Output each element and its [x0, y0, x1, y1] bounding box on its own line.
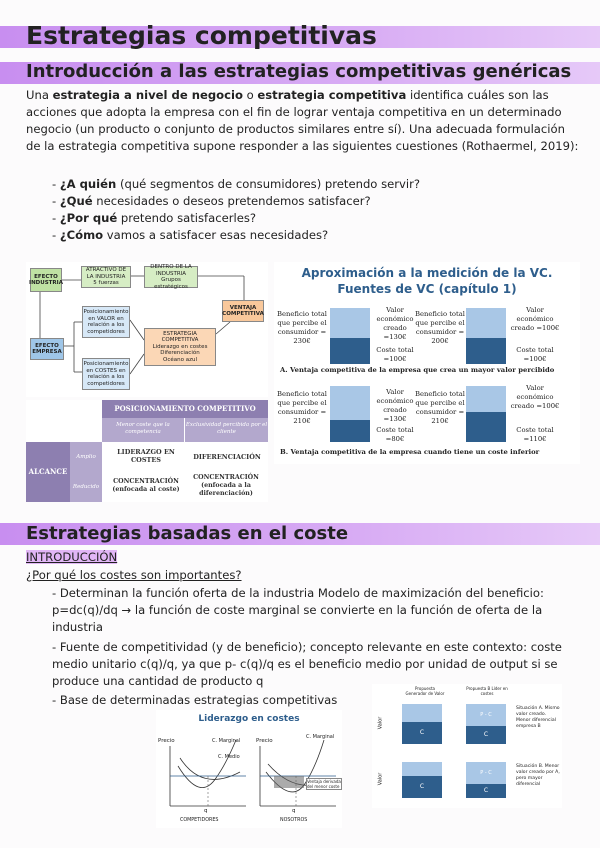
vc-a-mid: Beneficio total que percibe el consumidor = 200€ [415, 310, 465, 345]
para-text: identifica cuáles son las acciones que adopta la empresa con el fin de lograr ventaja competitiva en un determinado negocio (un producto o conjunto de productos similares entre sí). Una adecuada formulación de la estrategia competitiva supone responder a las siguientes cuestiones (Rothaermel, 2019): [26, 88, 579, 153]
dentro-industria-box: DENTRO DE LA INDUSTRIA Grupos estratégicos [144, 266, 198, 288]
prop-b-label: Propuesta B Líder en costes [466, 686, 508, 696]
matrix-amplio: Amplio [70, 442, 102, 472]
cmarginal-label-2: C. Marginal [306, 734, 335, 740]
sit-b-text: Situación B. Menor valor creado por A, pero mayor diferencial [516, 764, 560, 787]
bar-b1-cost [330, 420, 370, 442]
vc-a-coste2: Coste total =100€ [516, 346, 554, 363]
para-text: Una [26, 88, 53, 102]
bar-a1-value [330, 308, 370, 338]
matrix-reducido: Reducido [70, 472, 102, 502]
efecto-industria-box: EFECTO INDUSTRIA [30, 268, 62, 292]
prop-a-label: Propuesta Generador de Valor [405, 686, 445, 696]
situations-figure [372, 684, 562, 808]
vc-a-valor2: Valor económico creado =100€ [510, 306, 560, 332]
matrix-diferenciacion: DIFERENCIACIÓN [193, 453, 261, 461]
ventaja-note: Ventaja derivada del menor coste [307, 779, 341, 789]
sit-a-bar2-value: P - C [466, 704, 506, 726]
vc-a-left: Beneficio total que percibe el consumidor = 230€ [277, 310, 327, 345]
nosotros-label: NOSOTROS [280, 818, 308, 823]
sit-a-bar1-cost: C [402, 722, 442, 744]
competidores-label: COMPETIDORES [180, 818, 219, 823]
sit-b-bar1-value [402, 762, 442, 776]
vc-measurement-figure [274, 262, 580, 464]
bullet-3: - Base de determinadas estrategias competitivas [52, 693, 338, 707]
costs-question: ¿Por qué los costes son importantes? [26, 568, 242, 582]
matrix-alcance: ALCANCE [26, 442, 70, 502]
vc-b-valor2: Valor económico creado =100€ [510, 384, 560, 410]
vc-b-coste2: Coste total =110€ [516, 426, 554, 443]
vc-title-1: Aproximación a la medición de la VC. [301, 266, 553, 280]
question-text: necesidades o deseos pretendemos satisfacer? [92, 194, 371, 208]
bar-b1-value [330, 386, 370, 420]
sit-a-valor: Valor [377, 716, 384, 730]
para-bold: estrategia a nivel de negocio [52, 88, 243, 102]
ventaja-competitiva-box: VENTAJA COMPETITIVA [222, 300, 264, 322]
question-bold: ¿Qué [59, 194, 93, 208]
para-text: o [242, 88, 258, 102]
question-4: - ¿Cómo vamos a satisfacer esas necesidades? [52, 228, 329, 242]
bullet-1: - Determinan la función oferta de la industria Modelo de maximización del beneficio: p=dc(q)/dq → la función de coste marginal se convierte en la función de oferta de la industria [52, 586, 544, 634]
section2-heading: Estrategias basadas en el coste [26, 523, 349, 544]
vc-a-valor1: Valor económico creado =130€ [376, 306, 414, 341]
precio-label-1: Precio [158, 738, 175, 744]
cost-fig-title: Liderazgo en costes [198, 714, 300, 724]
matrix-concentracion-dif: CONCENTRACIÓN (enfocada a la diferenciación) [193, 474, 259, 497]
question-text: pretendo satisfacerles? [117, 211, 257, 225]
bar-a2-value [466, 308, 506, 338]
bar-b2-value [466, 386, 506, 412]
question-2: - ¿Qué necesidades o deseos pretendemos satisfacer? [52, 194, 371, 208]
vc-b-caption: B. Ventaja competitiva de la empresa cuando tiene un coste inferior [280, 448, 540, 456]
competitive-strategy-diagram [26, 262, 268, 397]
bar-b2-cost [466, 412, 506, 442]
section1-heading: Introducción a las estrategias competitivas genéricas [26, 61, 572, 82]
estrategia-competitiva-box: ESTRATEGIA COMPETITIVA Liderazgo en costes Diferenciación Océano azul [144, 328, 216, 366]
cost-curves [156, 710, 342, 828]
cost-leadership-figure [156, 710, 342, 828]
question-text: (qué segmentos de consumidores) pretendo servir? [116, 177, 421, 191]
posicionamiento-costes-box: Posicionamiento en COSTES en relación a los competidores [82, 358, 130, 390]
matrix-col1: Menor coste que la competencia [102, 418, 184, 442]
bar-a2-cost [466, 338, 506, 364]
atractivo-box: ATRACTIVO DE LA INDUSTRIA 5 fuerzas [81, 266, 131, 288]
matrix-header: POSICIONAMIENTO COMPETITIVO [102, 400, 268, 418]
efecto-empresa-box: EFECTO EMPRESA [30, 338, 64, 360]
sit-b-bar2-cost: C [466, 784, 506, 798]
positioning-matrix [26, 400, 268, 502]
q1-label-2: q [292, 808, 296, 814]
question-bold: ¿Cómo [59, 228, 104, 242]
vc-b-mid: Beneficio total que percibe el consumidor = 210€ [415, 390, 465, 425]
precio-label-2: Precio [256, 738, 273, 744]
posicionamiento-valor-box: Posicionamiento en VALOR en relación a los competidores [82, 306, 130, 338]
vc-b-left: Beneficio total que percibe el consumidor = 210€ [277, 390, 327, 425]
sit-b-bar2-value: P - C [466, 762, 506, 784]
q1-label-1: q [204, 808, 208, 814]
advantage-area [274, 776, 304, 788]
intro-label [26, 549, 117, 566]
vc-a-coste1: Coste total =100€ [376, 346, 414, 363]
sit-a-bar2-cost: C [466, 726, 506, 744]
page-title: Estrategias competitivas [26, 21, 377, 50]
vc-a-caption: A. Ventaja competitiva de la empresa que crea un mayor valor percibido [280, 366, 555, 374]
matrix-col2: Exclusividad percibida por el cliente [185, 418, 268, 442]
vc-b-coste1: Coste total =80€ [376, 426, 414, 443]
intro-text: INTRODUCCIÓN [26, 550, 118, 564]
vc-title-2: Fuentes de VC (capítulo 1) [337, 282, 517, 296]
para-bold: estrategia competitiva [257, 88, 407, 102]
sit-b-bar1-cost: C [402, 776, 442, 798]
sit-a-bar1-value [402, 704, 442, 722]
question-1: - ¿A quién (qué segmentos de consumidores) pretendo servir? [52, 177, 421, 191]
question-text: vamos a satisfacer esas necesidades? [103, 228, 329, 242]
bar-a1-cost [330, 338, 370, 364]
section1-paragraph [26, 87, 581, 155]
vc-b-valor1: Valor económico creado =130€ [376, 388, 414, 423]
question-3: - ¿Por qué pretendo satisfacerles? [52, 211, 257, 225]
question-bold: ¿Por qué [59, 211, 118, 225]
sit-a-text: Situación A. Mismo valor creado. Menor diferencial empresa B [516, 706, 560, 729]
sit-b-valor: Valor [377, 772, 384, 786]
question-bold: ¿A quién [59, 177, 117, 191]
cmedio-label-1: C. Medio [218, 754, 240, 760]
matrix-liderazgo: LIDERAZGO EN COSTES [117, 448, 175, 464]
matrix-concentracion-coste: CONCENTRACIÓN (enfocada al coste) [112, 478, 180, 493]
cmarginal-label-1: C. Marginal [212, 738, 241, 744]
bullet-2: - Fuente de competitividad (y de beneficio); concepto relevante en este contexto: coste medio unitario c(q)/q, ya que p- c(q)/q es el beneficio medio por unidad de output si se produce una cantidad de producto q [52, 640, 562, 688]
